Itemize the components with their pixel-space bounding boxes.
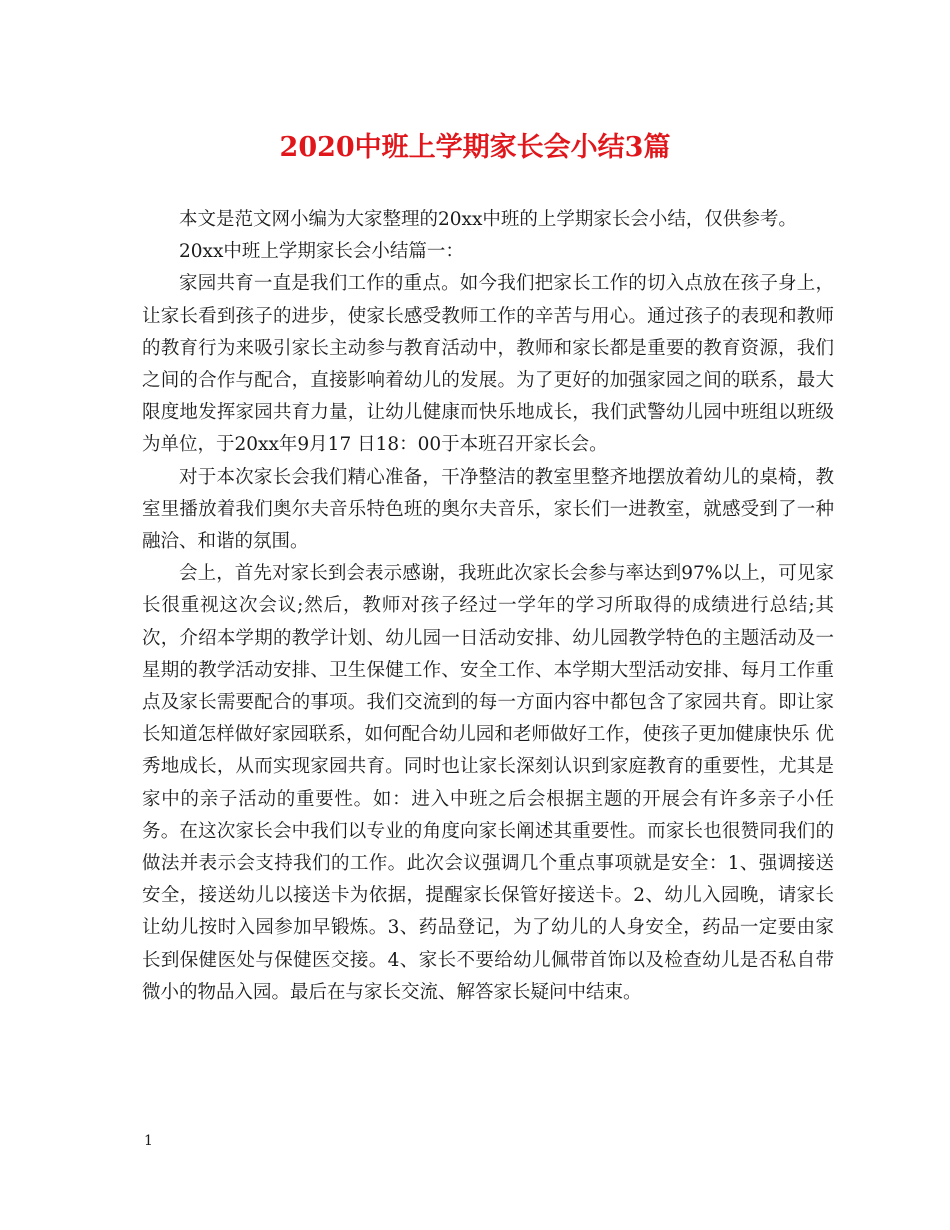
page-number: 1 [144,1133,153,1149]
paragraph-section-heading: 20xx中班上学期家长会小结篇一： [179,241,464,263]
document-title: 2020中班上学期家长会小结3篇 [279,132,671,163]
paragraph-intro: 本文是范文网小编为大家整理的20xx中班的上学期家长会小结，仅供参考。 [179,209,797,230]
paragraph-body-1: 家园共育一直是我们工作的重点。如今我们把家长工作的切入点放在孩子身上，让家长看到孩子的进步，使家长感受教师工作的辛苦与用心。通过孩子的表现和教师的教育行为来吸引家长主动参与教育活动中，教师和家长都是重要的教育资源，我们之间的合作与配合，直接影响着幼儿的发展。为了更好的加强家园之间的联系，最大限度地发挥家园共育力量，让幼儿健康而快乐地成长，我们武警幼儿园中班组以班级为单位，于20xx年9月17 日18：00于本班召开家长会。 [142,273,834,456]
paragraph-body-3: 会上，首先对家长到会表示感谢，我班此次家长会参与率达到97%以上，可见家长很重视这次会议;然后，教师对孩子经过一学年的学习所取得的成绩进行总结;其次，介绍本学期的教学计划、幼儿园一日活动安排、幼儿园教学特色的主题活动及一星期的教学活动安排、卫生保健工作、安全工作、本学期大型活动安排、每月工作重点及家长需要配合的事项。我们交流到的每一方面内容中都包含了家园共育。即让家长知道怎样做好家园联系，如何配合幼儿园和老师做好工作，使孩子更加健康快乐 优秀地成长，从而实现家园共育。同时也让家长深刻认识到家庭教育的重要性，尤其是家中的亲子活动的重要性。如：进入中班之后会根据主题的开展会有许多亲子小任务。在这次家长会中我们以专业的角度向家长阐述其重要性。而家长也很赞同我们的做法并表示会支持我们的工作。此次会议强调几个重点事项就是安全：1、强调接送安全，接送幼儿以接送卡为依据，提醒家长保管好接送卡。2、幼儿入园晚，请家长让幼儿按时入园参加早锻炼。3、药品登记，为了幼儿的人身安全，药品一定要由家长到保健医处与保健医交接。4、家长不要给幼儿佩带首饰以及检查幼儿是否私自带微小的物品入园。最后在与家长交流、解答家长疑问中结束。 [142,563,834,1003]
paragraph-body-2: 对于本次家长会我们精心准备，干净整洁的教室里整齐地摆放着幼儿的桌椅，教室里播放着我们奥尔夫音乐特色班的奥尔夫音乐，家长们一进教室，就感受到了一种融洽、和谐的氛围。 [142,466,834,553]
document-body [142,204,834,1009]
